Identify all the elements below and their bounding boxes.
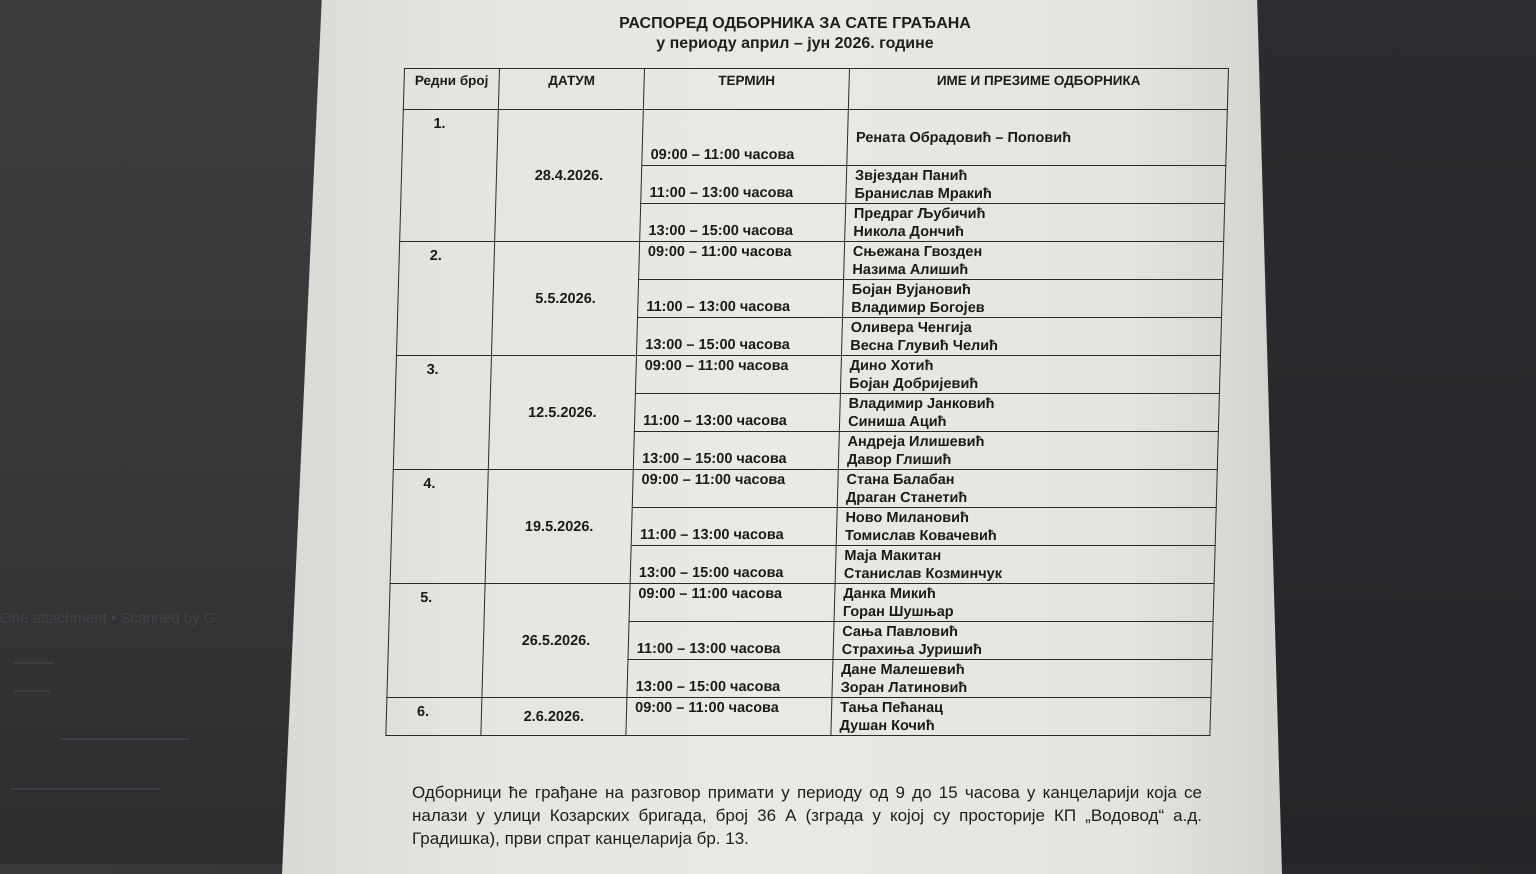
time-slot: 09:00 – 11:00 часова [642, 110, 849, 166]
councillor-names [847, 110, 1228, 166]
councillor-name: Бојан Добријевић [848, 376, 979, 392]
row-date: 28.4.2026. [495, 110, 644, 242]
row-number: 4. [390, 470, 488, 584]
table-body [386, 110, 1227, 736]
councillor-names [837, 470, 1217, 508]
councillor-names [831, 698, 1211, 736]
time-slot: 11:00 – 13:00 часова [638, 280, 844, 318]
councillor-name: Драган Станетић [845, 490, 968, 506]
time-slot: 09:00 – 11:00 часова [629, 584, 835, 622]
row-date: 19.5.2026. [485, 470, 633, 584]
councillor-name: Весна Глувић Челић [850, 338, 999, 354]
councillor-name: Владимир Јанковић [848, 396, 995, 412]
councillor-name: Андреја Илишевић [847, 434, 985, 450]
row-number: 3. [393, 356, 491, 470]
councillor-name: Дино Хотић [849, 358, 934, 374]
schedule-table [385, 68, 1229, 736]
time-slot: 09:00 – 11:00 часова [632, 470, 838, 508]
councillor-names [836, 508, 1216, 546]
councillor-name: Оливера Ченгија [850, 320, 972, 336]
table-row [402, 110, 1228, 166]
councillor-name: Сања Павловић [842, 624, 959, 640]
time-slot: 11:00 – 13:00 часова [631, 508, 837, 546]
councillor-name: Душан Кочић [839, 718, 935, 734]
background-ghost-text: One attachment • Scanned by G [0, 610, 216, 627]
time-slot: 13:00 – 15:00 часова [636, 318, 842, 356]
time-slot: 11:00 – 13:00 часова [634, 394, 840, 432]
row-date: 2.6.2026. [481, 698, 627, 736]
councillor-names [833, 622, 1213, 660]
row-number: 5. [387, 584, 485, 698]
background-ghost-line [10, 788, 160, 790]
councillor-name: Горан Шушњар [842, 604, 954, 620]
time-slot: 09:00 – 11:00 часова [635, 356, 841, 394]
councillor-names [845, 204, 1225, 242]
time-slot: 11:00 – 13:00 часова [628, 622, 834, 660]
table-row [386, 698, 1211, 736]
time-slot: 13:00 – 15:00 часова [640, 204, 846, 242]
councillor-name: Никола Дончић [853, 224, 965, 240]
councillor-names [832, 660, 1212, 698]
title-line-2: у периоду април – јун 2026. године [656, 35, 934, 52]
councillor-names [838, 432, 1218, 470]
councillor-name: Сњежана Гвозден [852, 244, 983, 260]
background-ghost-line [14, 662, 54, 664]
header-num: Редни број [403, 69, 499, 110]
row-number: 2. [396, 242, 494, 356]
councillor-name: Маја Макитан [844, 548, 942, 564]
councillor-name: Рената Обрадовић – Поповић [855, 130, 1072, 146]
councillor-name: Бојан Вујановић [851, 282, 972, 298]
councillor-name: Предраг Љубичић [853, 206, 986, 222]
councillor-names [835, 546, 1215, 584]
councillor-name: Владимир Богојев [851, 300, 985, 316]
councillor-name: Страхиња Јуришић [841, 642, 983, 658]
councillor-names [839, 394, 1219, 432]
councillor-name: Давор Глишић [846, 452, 952, 468]
councillor-name: Бранислав Мракић [854, 186, 993, 202]
row-number: 6. [386, 698, 482, 736]
councillor-names [841, 318, 1221, 356]
table-row [395, 356, 1220, 394]
schedule-table-wrapper [404, 68, 1229, 736]
councillor-names [840, 356, 1220, 394]
time-slot: 13:00 – 15:00 часова [627, 660, 833, 698]
title-line-1: РАСПОРЕД ОДБОРНИКА ЗА САТЕ ГРАЂАНА [619, 15, 971, 32]
table-row [392, 470, 1217, 508]
councillor-name: Стана Балабан [846, 472, 955, 488]
time-slot: 11:00 – 13:00 часова [641, 166, 847, 204]
councillor-name: Зоран Латиновић [840, 680, 968, 696]
table-row [389, 584, 1214, 622]
background-left-screen [0, 0, 330, 864]
time-slot: 09:00 – 11:00 часова [639, 242, 845, 280]
councillor-names [834, 584, 1214, 622]
row-date: 12.5.2026. [488, 356, 636, 470]
councillor-names [844, 242, 1224, 280]
row-date: 26.5.2026. [482, 584, 630, 698]
councillor-name: Ново Милановић [845, 510, 970, 526]
header-name: ИМЕ И ПРЕЗИМЕ ОДБОРНИКА [848, 69, 1228, 110]
councillor-name: Назима Алишић [852, 262, 969, 278]
background-right-screen [1250, 0, 1536, 864]
councillor-name: Дане Малешевић [840, 662, 965, 678]
councillor-name: Звјездан Панић [854, 168, 968, 184]
time-slot: 09:00 – 11:00 часова [626, 698, 832, 736]
councillor-names [846, 166, 1226, 204]
background-ghost-line [14, 690, 50, 692]
time-slot: 13:00 – 15:00 часова [633, 432, 839, 470]
councillor-name: Станислав Козминчук [843, 566, 1003, 582]
councillor-name: Синиша Ацић [847, 414, 947, 430]
document-title [560, 14, 1030, 54]
table-row [399, 242, 1224, 280]
councillor-names [843, 280, 1223, 318]
header-term: ТЕРМИН [643, 69, 849, 110]
table-header-row [403, 69, 1228, 110]
councillor-name: Данка Микић [843, 586, 937, 602]
councillor-name: Тања Пећанац [839, 700, 944, 716]
councillor-name: Томислав Ковачевић [844, 528, 997, 544]
footnote-text: Одборници ће грађане на разговор примати у периоду од 9 до 15 часова у канцеларији која се налази у улици Козарских бригада, број 36 А (зграда у којој су просторије КП „Водовод“ а.д. Градишка), први спрат канцеларија бр. 13. [412, 783, 1202, 848]
row-number: 1. [400, 110, 499, 242]
background-ghost-line [60, 738, 190, 740]
row-date: 5.5.2026. [491, 242, 639, 356]
header-date: ДАТУМ [498, 69, 644, 110]
time-slot: 13:00 – 15:00 часова [630, 546, 836, 584]
